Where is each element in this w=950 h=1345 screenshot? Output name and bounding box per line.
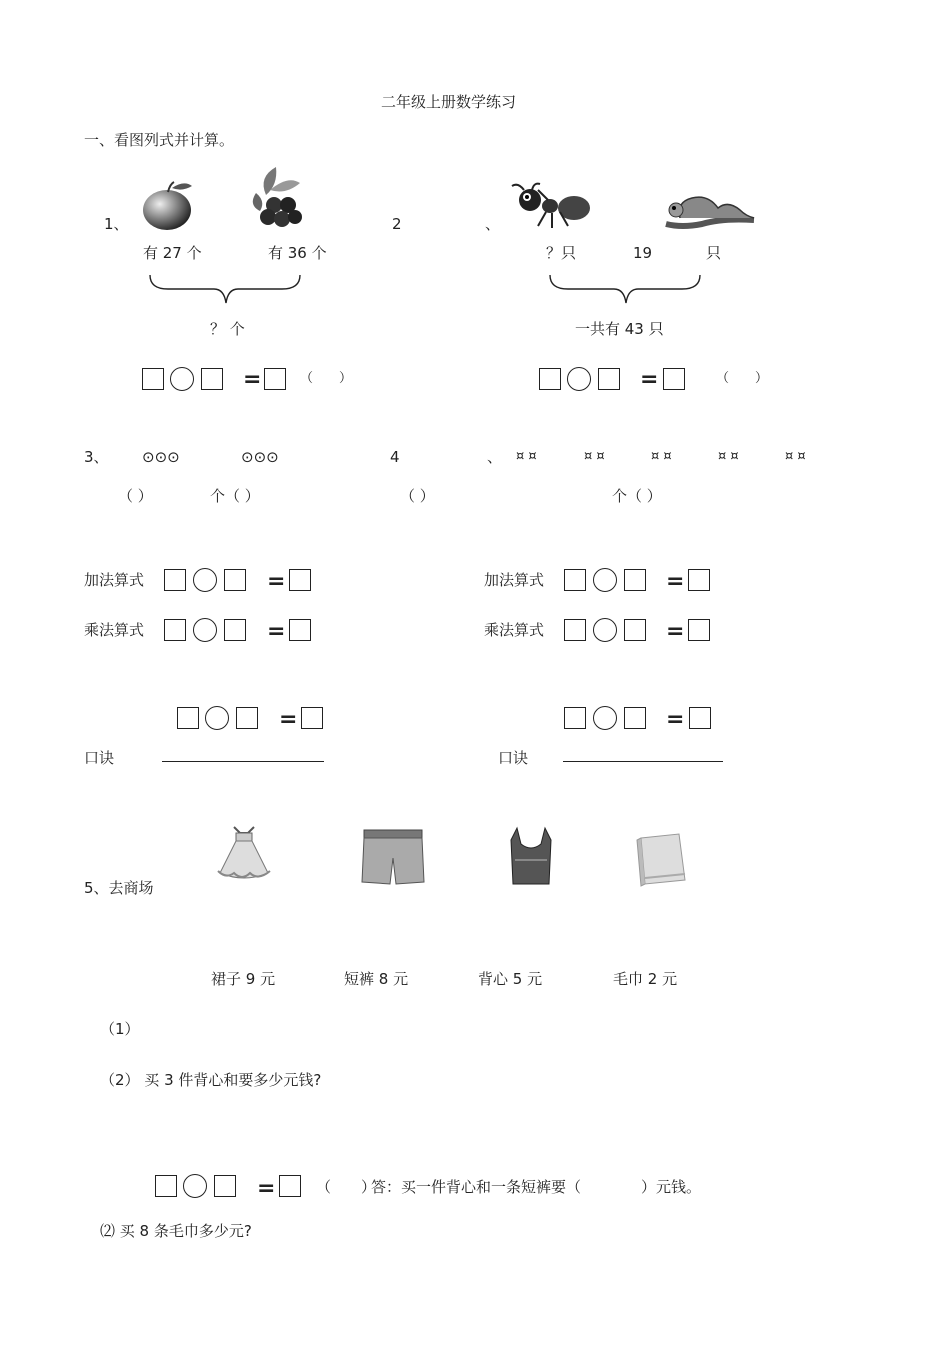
apple-icon [140, 180, 198, 232]
price-tank-top: 背心 5 元 [478, 970, 543, 988]
snail-icon [662, 188, 758, 232]
paren-blank: 个（ ） [612, 487, 662, 505]
dot-group: ⊙⊙⊙ [241, 448, 279, 466]
result-box[interactable] [289, 569, 311, 591]
towel-icon [635, 832, 691, 888]
answer-box[interactable] [142, 368, 164, 390]
operator-circle[interactable] [193, 568, 217, 592]
result-box[interactable] [689, 707, 711, 729]
unit-paren: （ ） [716, 371, 769, 386]
section-1-heading: 一、看图列式并计算。 [84, 131, 235, 149]
problem-2-total: 一共有 43 只 [575, 320, 664, 338]
symbol-group: ¤ ¤ [718, 449, 739, 464]
apple-count: 有 27 个 [143, 244, 202, 262]
problem-2-number: 2 [392, 215, 402, 233]
answer-sentence: 答：买一件背心和一条短裤要（ ）元钱。 [371, 1178, 702, 1196]
answer-box[interactable] [155, 1175, 177, 1197]
answer-box[interactable] [224, 569, 246, 591]
answer-box[interactable] [564, 619, 586, 641]
problem-1-number: 1、 [104, 215, 129, 233]
addition-label: 加法算式 [484, 571, 545, 589]
question-3-text: ⑵ 买 8 条毛巾多少元? [100, 1222, 252, 1240]
problem-2-sep: 、 [485, 215, 501, 233]
operator-circle[interactable] [170, 367, 194, 391]
problem-3-number: 3、 [84, 448, 109, 466]
ant-icon [508, 182, 592, 230]
addition-label: 加法算式 [84, 571, 145, 589]
ant-count: ？只 [546, 244, 577, 262]
result-box[interactable] [279, 1175, 301, 1197]
paren-blank: 个（ ） [210, 487, 260, 505]
result-box[interactable] [301, 707, 323, 729]
problem-4-number: 4 [390, 448, 400, 466]
equals-sign: = [640, 367, 659, 392]
unit-paren: （ ） [300, 371, 353, 386]
result-box[interactable] [264, 368, 286, 390]
brace-2 [548, 273, 702, 305]
skirt-icon [212, 823, 276, 885]
price-shorts: 短裤 8 元 [344, 970, 409, 988]
equals-sign: = [257, 1176, 276, 1201]
koujue-label: 口诀 [498, 749, 529, 767]
equals-sign: = [666, 569, 685, 594]
operator-circle[interactable] [593, 568, 617, 592]
unit-paren: （ ） [316, 1178, 377, 1196]
result-box[interactable] [688, 569, 710, 591]
dot-group: ⊙⊙⊙ [142, 448, 180, 466]
tank-top-icon [503, 826, 559, 886]
question-1-label: （1） [100, 1020, 140, 1038]
koujue-label: 口诀 [84, 749, 115, 767]
snail-count: 19 [633, 244, 653, 262]
answer-box[interactable] [598, 368, 620, 390]
paren-blank: （ ） [118, 487, 153, 505]
result-box[interactable] [663, 368, 685, 390]
shorts-icon [360, 828, 426, 886]
answer-box[interactable] [564, 707, 586, 729]
operator-circle[interactable] [183, 1174, 207, 1198]
question-2-text: （2） 买 3 件背心和要多少元钱? [100, 1071, 322, 1089]
answer-box[interactable] [539, 368, 561, 390]
symbol-group: ¤ ¤ [785, 449, 806, 464]
operator-circle[interactable] [593, 618, 617, 642]
multiplication-label: 乘法算式 [84, 621, 145, 639]
snail-unit: 只 [706, 244, 722, 262]
problem-4-sep: 、 [487, 448, 503, 466]
answer-box[interactable] [624, 707, 646, 729]
operator-circle[interactable] [193, 618, 217, 642]
equals-sign: = [279, 707, 298, 732]
koujue-answer-line[interactable] [563, 761, 723, 762]
answer-box[interactable] [624, 619, 646, 641]
answer-box[interactable] [564, 569, 586, 591]
problem-1-question: ？ 个 [210, 320, 245, 338]
result-box[interactable] [688, 619, 710, 641]
answer-box[interactable] [164, 569, 186, 591]
page-title: 二年级上册数学练习 [381, 93, 517, 111]
answer-box[interactable] [164, 619, 186, 641]
answer-box[interactable] [236, 707, 258, 729]
equals-sign: = [666, 619, 685, 644]
equals-sign: = [666, 707, 685, 732]
grape-count: 有 36 个 [268, 244, 327, 262]
koujue-answer-line[interactable] [162, 761, 324, 762]
price-towel: 毛巾 2 元 [613, 970, 678, 988]
result-box[interactable] [289, 619, 311, 641]
operator-circle[interactable] [205, 706, 229, 730]
paren-blank: （ ） [400, 487, 435, 505]
answer-box[interactable] [624, 569, 646, 591]
brace-1 [148, 273, 302, 305]
grapes-icon [248, 165, 308, 230]
answer-box[interactable] [201, 368, 223, 390]
answer-box[interactable] [224, 619, 246, 641]
equals-sign: = [243, 367, 262, 392]
operator-circle[interactable] [593, 706, 617, 730]
equals-sign: = [267, 619, 286, 644]
symbol-group: ¤ ¤ [584, 449, 605, 464]
multiplication-label: 乘法算式 [484, 621, 545, 639]
price-skirt: 裙子 9 元 [211, 970, 276, 988]
answer-box[interactable] [177, 707, 199, 729]
symbol-group: ¤ ¤ [651, 449, 672, 464]
equals-sign: = [267, 569, 286, 594]
symbol-group: ¤ ¤ [516, 449, 537, 464]
operator-circle[interactable] [567, 367, 591, 391]
answer-box[interactable] [214, 1175, 236, 1197]
section-5-heading: 5、去商场 [84, 879, 154, 897]
